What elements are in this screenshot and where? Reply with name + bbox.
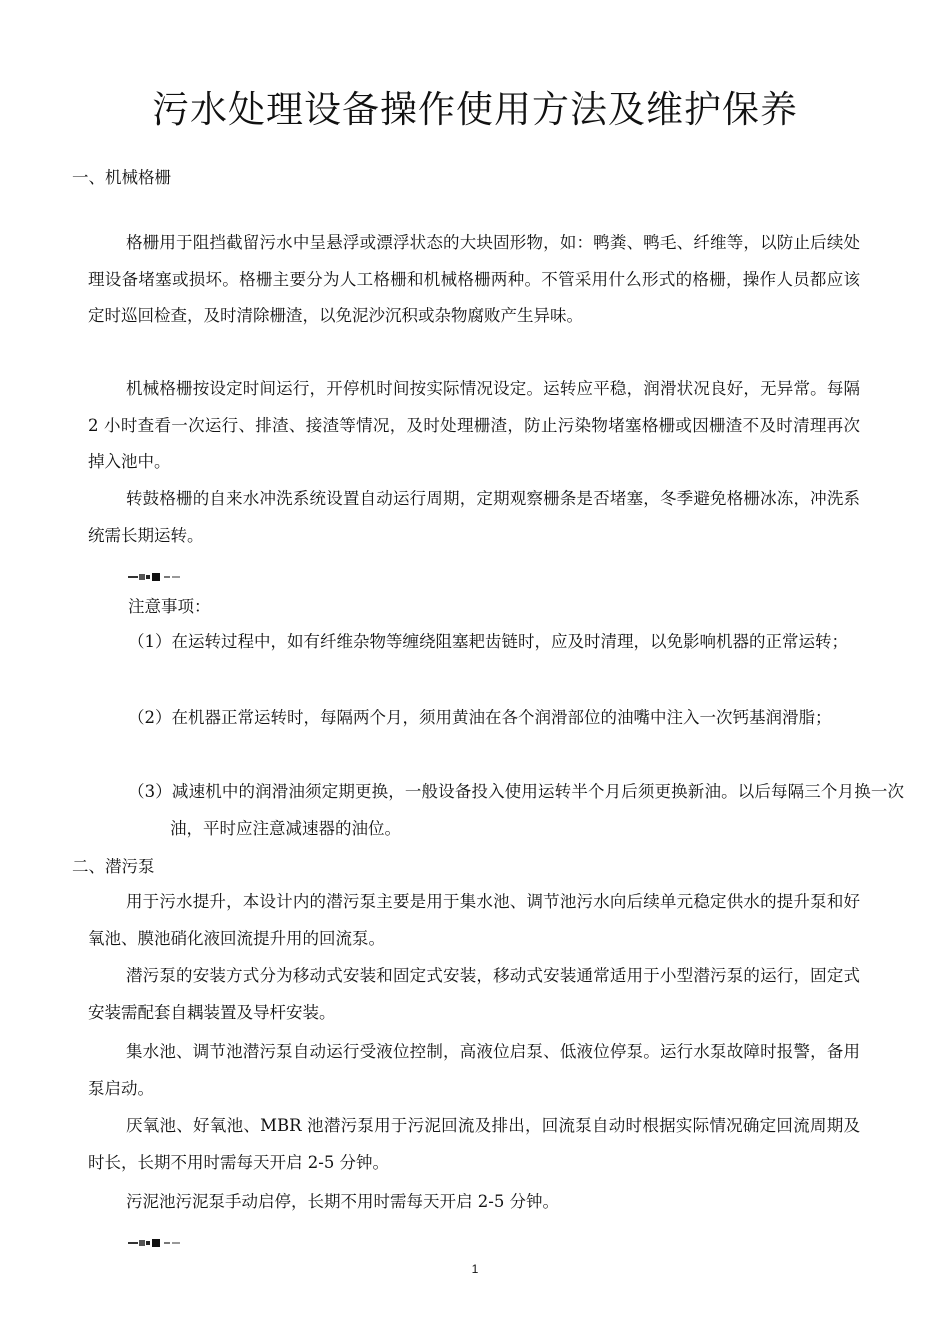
paragraph: 集水池、调节池潜污泵自动运行受液位控制，高液位启泵、低液位停泵。运行水泵故障时报警，备用泵启动。	[88, 1042, 860, 1098]
section-heading-grille: 一、机械格栅	[72, 168, 171, 187]
image-placeholder-mark	[128, 572, 192, 582]
notes-title: 注意事项：	[128, 597, 211, 616]
note-item: （2）在机器正常运转时，每隔两个月，须用黄油在各个润滑部位的油嘴中注入一次钙基润滑脂；	[128, 708, 832, 727]
note-item: （1）在运转过程中，如有纤维杂物等缠绕阻塞耙齿链时，应及时清理，以免影响机器的正常运转；	[128, 632, 848, 651]
paragraph: 机械格栅按设定时间运行，开停机时间按实际情况设定。运转应平稳，润滑状况良好，无异常。每隔 2 小时查看一次运行、排渣、接渣等情况，及时处理栅渣，防止污染物堵塞格栅或因栅渣不及时清理再次掉入池中。	[88, 379, 860, 471]
note-item: （3）减速机中的润滑油须定期更换，一般设备投入使用运转半个月后须更换新油。以后每隔三个月换一次油，平时应注意减速器的油位。	[128, 782, 904, 838]
page-number: 1	[471, 1262, 479, 1276]
image-placeholder-mark	[128, 1238, 192, 1248]
paragraph: 潜污泵的安装方式分为移动式安装和固定式安装，移动式安装通常适用于小型潜污泵的运行，固定式安装需配套自耦装置及导杆安装。	[88, 966, 860, 1022]
paragraph: 污泥池污泥泵手动启停，长期不用时需每天开启 2-5 分钟。	[126, 1192, 560, 1211]
section-heading-pump: 二、潜污泵	[72, 857, 155, 876]
paragraph: 转鼓格栅的自来水冲洗系统设置自动运行周期，定期观察栅条是否堵塞，冬季避免格栅冰冻，冲洗系统需长期运转。	[88, 489, 860, 545]
paragraph: 用于污水提升，本设计内的潜污泵主要是用于集水池、调节池污水向后续单元稳定供水的提升泵和好氧池、膜池硝化液回流提升用的回流泵。	[88, 892, 860, 948]
paragraph: 格栅用于阻挡截留污水中呈悬浮或漂浮状态的大块固形物，如：鸭粪、鸭毛、纤维等，以防止后续处理设备堵塞或损坏。格栅主要分为人工格栅和机械格栅两种。不管采用什么形式的格栅，操作人员都应该定时巡回检查，及时清除栅渣，以免泥沙沉积或杂物腐败产生异味。	[88, 233, 860, 325]
paragraph: 厌氧池、好氧池、MBR 池潜污泵用于污泥回流及排出，回流泵自动时根据实际情况确定回流周期及时长，长期不用时需每天开启 2-5 分钟。	[88, 1116, 860, 1172]
document-title: 污水处理设备操作使用方法及维护保养	[152, 88, 798, 131]
